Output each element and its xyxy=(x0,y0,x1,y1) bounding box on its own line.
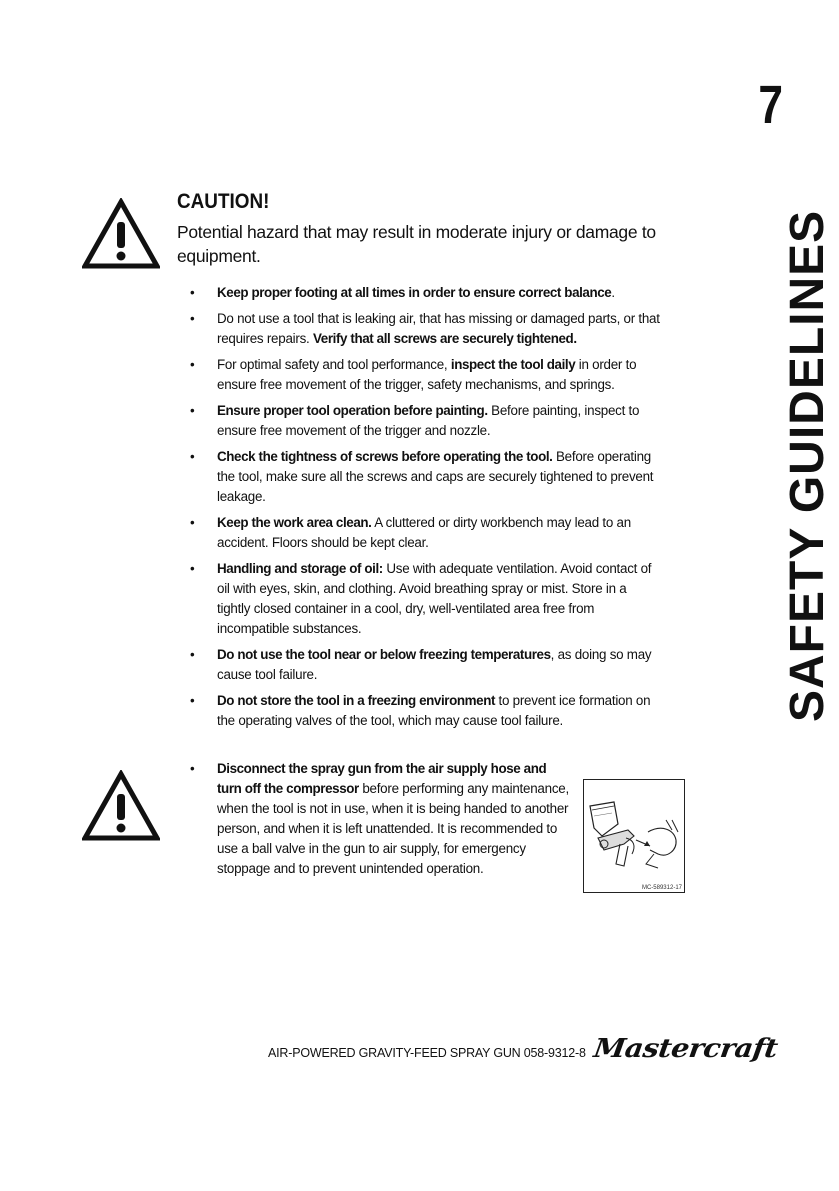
guideline-bold: Do not store the tool in a freezing environment xyxy=(217,693,496,708)
brand-logo: Mastercraft xyxy=(591,1034,780,1064)
list-item: • For optimal safety and tool performance, inspect the tool daily in order to ensure free movement of the trigger, safety mechanisms, and springs. xyxy=(190,357,637,392)
guideline-bold: Do not use the tool near or below freezing temperatures xyxy=(217,647,551,662)
list-item: • Ensure proper tool operation before painting. Before painting, inspect to ensure free movement of the trigger and nozzle. xyxy=(190,403,640,438)
section-title: SAFETY GUIDELINES xyxy=(781,209,834,722)
list-item: • Do not use the tool near or below freezing temperatures, as doing so may cause tool failure. xyxy=(190,647,652,682)
guideline-text: For optimal safety and tool performance, xyxy=(217,357,451,372)
guideline-text: Do not use a tool that is leaking air, that has missing or damaged parts, or that requires repairs. xyxy=(217,311,660,346)
warning-triangle-icon xyxy=(82,198,160,270)
guideline-bold: inspect the tool daily xyxy=(450,357,576,372)
guideline-text: A cluttered or dirty workbench may lead to an accident. Floors should be kept clear. xyxy=(217,515,631,550)
disconnect-guideline xyxy=(190,759,572,885)
list-item: • Disconnect the spray gun from the air supply hose and turn off the compressor before performing any maintenance, when the tool is not in use, when it is being handed to another person, and when it is left unattended. It is recommended to use a ball valve in the gun to air supply, for emergency stoppage and to prevent unintended operation. xyxy=(190,761,569,876)
guideline-text: Use with adequate ventilation. Avoid contact of oil with eyes, skin, and clothing. Avoid breathing spray or mist. Store in a tightly closed container in a cool, dry, well-ventilated area free from incompatible substances. xyxy=(217,561,652,636)
guideline-bold: Handling and storage of oil: xyxy=(217,561,383,576)
warning-triangle-icon xyxy=(82,770,160,842)
guideline-text: to prevent ice formation on the operating valves of the tool, which may cause tool failure. xyxy=(217,693,651,728)
list-item: • Handling and storage of oil: Use with adequate ventilation. Avoid contact of oil with eyes, skin, and clothing. Avoid breathing spray or mist. Store in a tightly closed container in a cool, dry, well-ventilated area free from incompatible substances. xyxy=(190,561,652,636)
guideline-text: . xyxy=(611,285,615,300)
guideline-text: , as doing so may cause tool failure. xyxy=(217,647,652,682)
caution-notice xyxy=(177,190,697,268)
guideline-bold: Check the tightness of screws before operating the tool. xyxy=(217,449,553,464)
guideline-bold: Keep the work area clean. xyxy=(217,515,372,530)
list-item: • Do not store the tool in a freezing environment to prevent ice formation on the operating valves of the tool, which may cause tool failure. xyxy=(190,693,651,728)
figure-code: MC-589312-17 xyxy=(641,885,682,891)
list-item: • Keep proper footing at all times in order to ensure correct balance. xyxy=(190,285,615,300)
list-item: • Keep the work area clean. A cluttered or dirty workbench may lead to an accident. Floors should be kept clear. xyxy=(190,515,631,550)
guideline-text: in order to ensure free movement of the trigger, safety mechanisms, and springs. xyxy=(217,357,637,392)
guideline-bold: Keep proper footing at all times in order to ensure correct balance xyxy=(217,285,612,300)
page-number: 7 xyxy=(758,75,783,135)
disconnect-text: before performing any maintenance, when the tool is not in use, when it is being handed to another person, and when it is left unattended. It is recommended to use a ball valve in the gun to air supply, for emergency stoppage and to prevent unintended operation. xyxy=(217,781,569,876)
guideline-bold: Ensure proper tool operation before painting. xyxy=(217,403,488,418)
guideline-text: Before painting, inspect to ensure free movement of the trigger and nozzle. xyxy=(217,403,640,438)
footer-product-info: AIR-POWERED GRAVITY-FEED SPRAY GUN 058-9312-8 xyxy=(268,1046,586,1060)
guideline-bold: Verify that all screws are securely tightened. xyxy=(312,331,577,346)
caution-heading: CAUTION! xyxy=(177,190,270,213)
spray-gun-illustration xyxy=(584,780,684,892)
list-item: • Do not use a tool that is leaking air, that has missing or damaged parts, or that requires repairs. Verify that all screws are securely tightened. xyxy=(190,311,660,346)
list-item: • Check the tightness of screws before operating the tool. Before operating the tool, make sure all the screws and caps are securely tightened to prevent leakage. xyxy=(190,449,654,504)
disconnect-bold: Disconnect the spray gun from the air supply hose and turn off the compressor xyxy=(217,761,547,796)
caution-subheading: Potential hazard that may result in moderate injury or damage to equipment. xyxy=(177,222,656,266)
spray-gun-figure xyxy=(583,779,685,893)
guideline-text: Before operating the tool, make sure all the screws and caps are securely tightened to prevent leakage. xyxy=(217,449,654,504)
safety-guidelines-list xyxy=(190,283,660,737)
